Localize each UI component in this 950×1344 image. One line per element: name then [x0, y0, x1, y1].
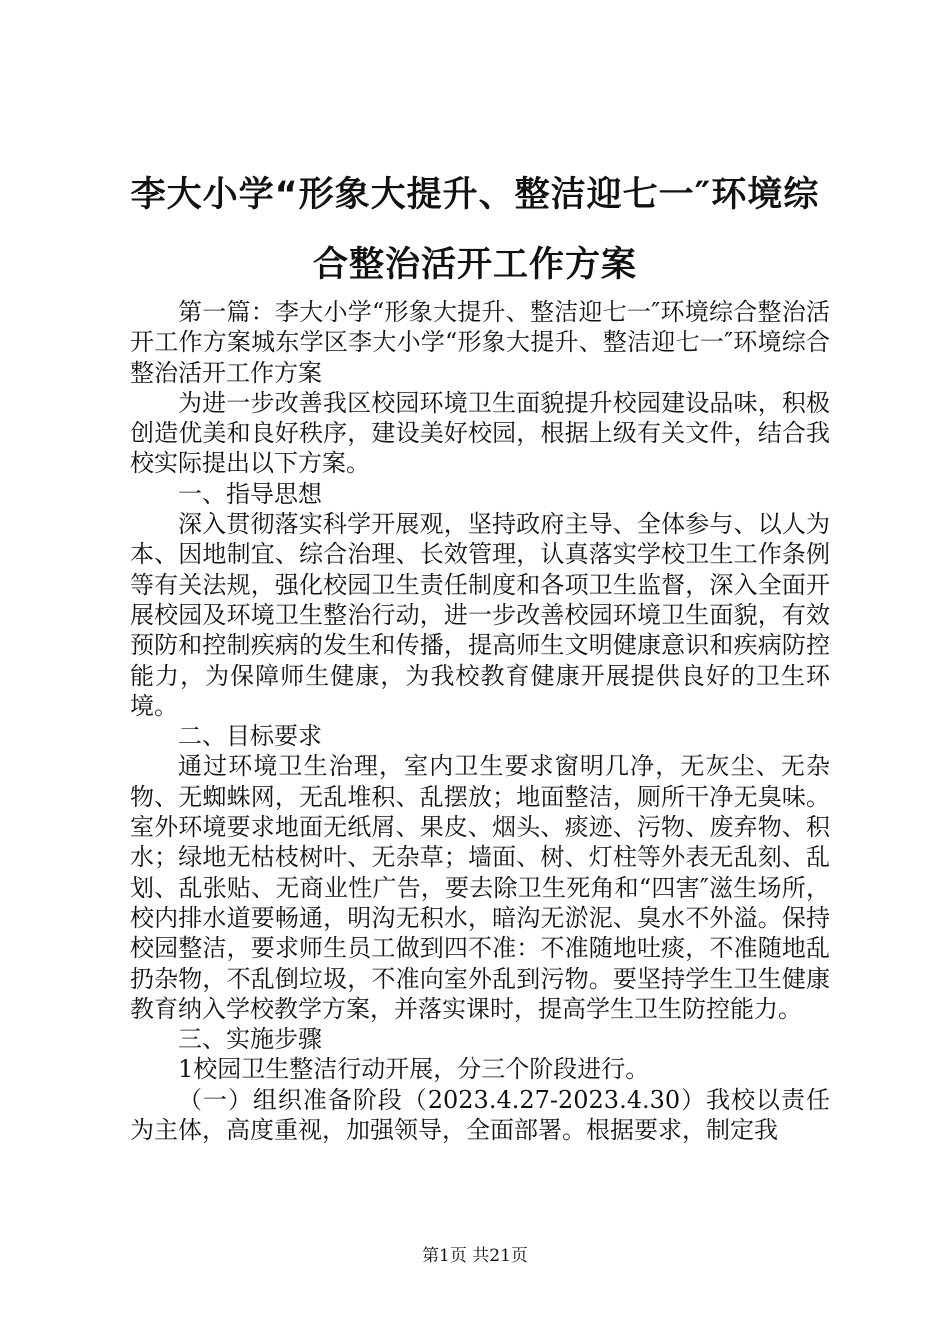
section-heading: 一、指导思想 — [178, 479, 322, 508]
paragraph: （一）组织准备阶段（2023.4.27-2023.4.30）我校以责任为主体，高度重视，加强领导，全面部署。根据要求，制定我 — [130, 1085, 830, 1145]
section-heading: 三、实施步骤 — [178, 1025, 322, 1054]
document-body — [130, 297, 830, 1145]
paragraph: 第一篇：李大小学“形象大提升、整洁迎七一″环境综合整治活开工作方案城东学区李大小学“形象大提升、整洁迎七一″环境综合整治活开工作方案 — [130, 298, 830, 387]
page-footer: 第1页 共21页 — [422, 1246, 528, 1266]
section-heading: 二、目标要求 — [178, 722, 322, 751]
paragraph: 通过环境卫生治理，室内卫生要求窗明几净，无灰尘、无杂物、无蜘蛛网，无乱堆积、乱摆放；地面整洁，厕所干净无臭味。室外环境要求地面无纸屑、果皮、烟头、痰迹、污物、废弃物、积水；绿地无枯枝树叶、无杂草；墙面、树、灯柱等外表无乱刻、乱划、乱张贴、无商业性广告，要去除卫生死角和“四害″滋生场所，校内排水道要畅通，明沟无积水，暗沟无淤泥、臭水不外溢。保持校园整洁，要求师生员工做到四不准：不准随地吐痰，不准随地乱扔杂物，不乱倒垃圾，不准向室外乱到污物。要坚持学生卫生健康教育纳入学校教学方案，并落实课时，提高学生卫生防控能力。 — [130, 752, 830, 1023]
document-title: 李大小学“形象大提升、整洁迎七一″环境综合整治活开工作方案 — [130, 175, 820, 285]
paragraph: 1校园卫生整洁行动开展，分三个阶段进行。 — [178, 1055, 650, 1084]
paragraph: 为进一步改善我区校园环境卫生面貌提升校园建设品味，积极创造优美和良好秩序，建设美好校园，根据上级有关文件，结合我校实际提出以下方案。 — [130, 388, 830, 478]
paragraph: 深入贯彻落实科学开展观，坚持政府主导、全体参与、以人为本、因地制宜、综合治理、长效管理，认真落实学校卫生工作条例等有关法规，强化校园卫生责任制度和各项卫生监督，深入全面开展校园及环境卫生整治行动，进一步改善校园环境卫生面貌，有效预防和控制疾病的发生和传播，提高师生文明健康意识和疾病防控能力，为保障师生健康，为我校教育健康开展提供良好的卫生环境。 — [130, 510, 830, 720]
